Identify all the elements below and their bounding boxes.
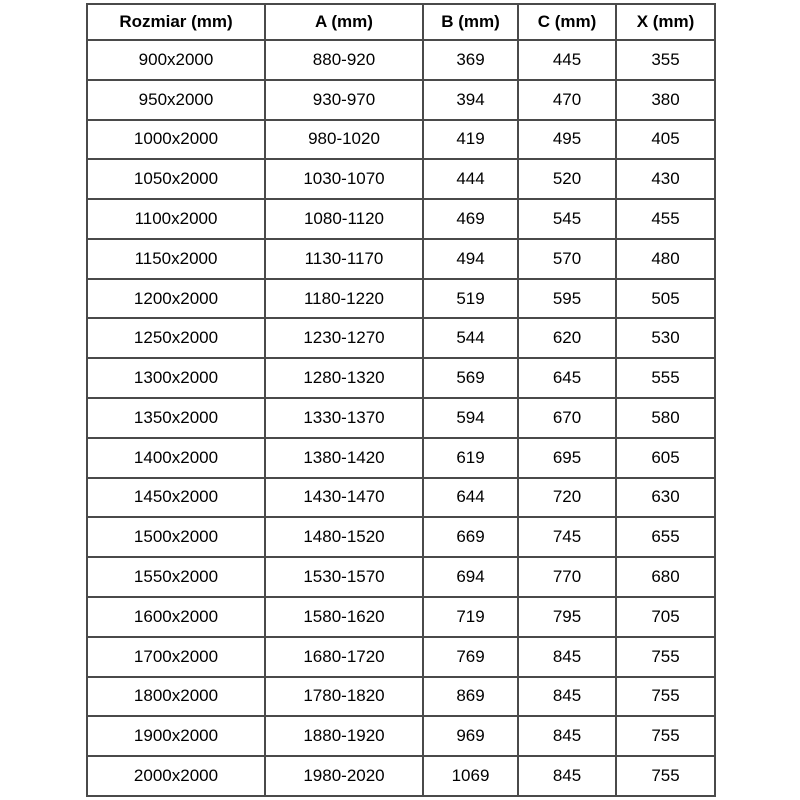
- table-row: [87, 517, 715, 557]
- table-cell: 845: [518, 637, 616, 677]
- table-cell: 900x2000: [87, 40, 265, 80]
- table-cell: 455: [616, 199, 715, 239]
- table-cell: 1200x2000: [87, 279, 265, 319]
- table-cell: 980-1020: [265, 120, 423, 160]
- table-row: [87, 159, 715, 199]
- table-cell: 1050x2000: [87, 159, 265, 199]
- table-cell: 1500x2000: [87, 517, 265, 557]
- table-cell: 669: [423, 517, 518, 557]
- table-cell: 694: [423, 557, 518, 597]
- table-cell: 1430-1470: [265, 478, 423, 518]
- table-cell: 2000x2000: [87, 756, 265, 796]
- table-cell: 880-920: [265, 40, 423, 80]
- header-row: [87, 4, 715, 40]
- table-cell: 1330-1370: [265, 398, 423, 438]
- table-cell: 1380-1420: [265, 438, 423, 478]
- table-cell: 555: [616, 358, 715, 398]
- column-header-x: X (mm): [616, 4, 715, 40]
- table-row: [87, 438, 715, 478]
- table-cell: 620: [518, 318, 616, 358]
- table-cell: 445: [518, 40, 616, 80]
- table-header: [87, 4, 715, 40]
- table-cell: 755: [616, 756, 715, 796]
- table-cell: 645: [518, 358, 616, 398]
- table-cell: 670: [518, 398, 616, 438]
- table-row: [87, 478, 715, 518]
- table-row: [87, 239, 715, 279]
- table-row: [87, 677, 715, 717]
- table-cell: 1080-1120: [265, 199, 423, 239]
- table-cell: 795: [518, 597, 616, 637]
- table-cell: 380: [616, 80, 715, 120]
- column-header-a: A (mm): [265, 4, 423, 40]
- table-cell: 769: [423, 637, 518, 677]
- table-cell: 755: [616, 716, 715, 756]
- table-cell: 969: [423, 716, 518, 756]
- table-cell: 1400x2000: [87, 438, 265, 478]
- table-row: [87, 637, 715, 677]
- table-cell: 594: [423, 398, 518, 438]
- table-cell: 394: [423, 80, 518, 120]
- size-table-container: [86, 3, 716, 797]
- table-cell: 430: [616, 159, 715, 199]
- table-cell: 444: [423, 159, 518, 199]
- table-cell: 869: [423, 677, 518, 717]
- column-header-rozmiar: Rozmiar (mm): [87, 4, 265, 40]
- table-cell: 369: [423, 40, 518, 80]
- table-cell: 770: [518, 557, 616, 597]
- table-cell: 1780-1820: [265, 677, 423, 717]
- table-cell: 405: [616, 120, 715, 160]
- table-cell: 1530-1570: [265, 557, 423, 597]
- column-header-b: B (mm): [423, 4, 518, 40]
- table-body: [87, 40, 715, 796]
- table-cell: 1550x2000: [87, 557, 265, 597]
- table-cell: 505: [616, 279, 715, 319]
- table-row: [87, 120, 715, 160]
- table-cell: 720: [518, 478, 616, 518]
- table-cell: 1450x2000: [87, 478, 265, 518]
- table-cell: 1600x2000: [87, 597, 265, 637]
- table-cell: 1800x2000: [87, 677, 265, 717]
- table-cell: 655: [616, 517, 715, 557]
- table-cell: 1980-2020: [265, 756, 423, 796]
- table-cell: 1180-1220: [265, 279, 423, 319]
- table-cell: 644: [423, 478, 518, 518]
- table-row: [87, 199, 715, 239]
- table-cell: 494: [423, 239, 518, 279]
- table-cell: 605: [616, 438, 715, 478]
- table-cell: 1880-1920: [265, 716, 423, 756]
- table-row: [87, 398, 715, 438]
- table-cell: 1700x2000: [87, 637, 265, 677]
- table-cell: 1130-1170: [265, 239, 423, 279]
- table-row: [87, 557, 715, 597]
- table-cell: 469: [423, 199, 518, 239]
- table-cell: 630: [616, 478, 715, 518]
- table-cell: 595: [518, 279, 616, 319]
- table-cell: 470: [518, 80, 616, 120]
- table-cell: 1480-1520: [265, 517, 423, 557]
- table-cell: 530: [616, 318, 715, 358]
- table-cell: 520: [518, 159, 616, 199]
- table-cell: 619: [423, 438, 518, 478]
- table-cell: 745: [518, 517, 616, 557]
- table-cell: 755: [616, 677, 715, 717]
- table-cell: 1680-1720: [265, 637, 423, 677]
- table-cell: 545: [518, 199, 616, 239]
- table-cell: 419: [423, 120, 518, 160]
- table-cell: 1580-1620: [265, 597, 423, 637]
- table-cell: 355: [616, 40, 715, 80]
- table-cell: 719: [423, 597, 518, 637]
- table-cell: 845: [518, 756, 616, 796]
- table-cell: 1069: [423, 756, 518, 796]
- table-cell: 695: [518, 438, 616, 478]
- table-cell: 755: [616, 637, 715, 677]
- table-cell: 1100x2000: [87, 199, 265, 239]
- table-cell: 1250x2000: [87, 318, 265, 358]
- table-cell: 570: [518, 239, 616, 279]
- table-row: [87, 80, 715, 120]
- table-cell: 569: [423, 358, 518, 398]
- table-cell: 845: [518, 677, 616, 717]
- table-cell: 950x2000: [87, 80, 265, 120]
- table-cell: 1300x2000: [87, 358, 265, 398]
- table-cell: 1150x2000: [87, 239, 265, 279]
- table-row: [87, 318, 715, 358]
- table-cell: 1350x2000: [87, 398, 265, 438]
- table-row: [87, 597, 715, 637]
- table-row: [87, 279, 715, 319]
- table-cell: 1900x2000: [87, 716, 265, 756]
- table-cell: 544: [423, 318, 518, 358]
- table-cell: 495: [518, 120, 616, 160]
- table-row: [87, 716, 715, 756]
- table-row: [87, 40, 715, 80]
- table-cell: 580: [616, 398, 715, 438]
- table-cell: 519: [423, 279, 518, 319]
- size-table: [86, 3, 716, 797]
- table-row: [87, 756, 715, 796]
- table-cell: 705: [616, 597, 715, 637]
- table-cell: 680: [616, 557, 715, 597]
- table-cell: 845: [518, 716, 616, 756]
- table-cell: 1000x2000: [87, 120, 265, 160]
- table-cell: 1030-1070: [265, 159, 423, 199]
- column-header-c: C (mm): [518, 4, 616, 40]
- table-row: [87, 358, 715, 398]
- table-cell: 930-970: [265, 80, 423, 120]
- table-cell: 1230-1270: [265, 318, 423, 358]
- table-cell: 480: [616, 239, 715, 279]
- table-cell: 1280-1320: [265, 358, 423, 398]
